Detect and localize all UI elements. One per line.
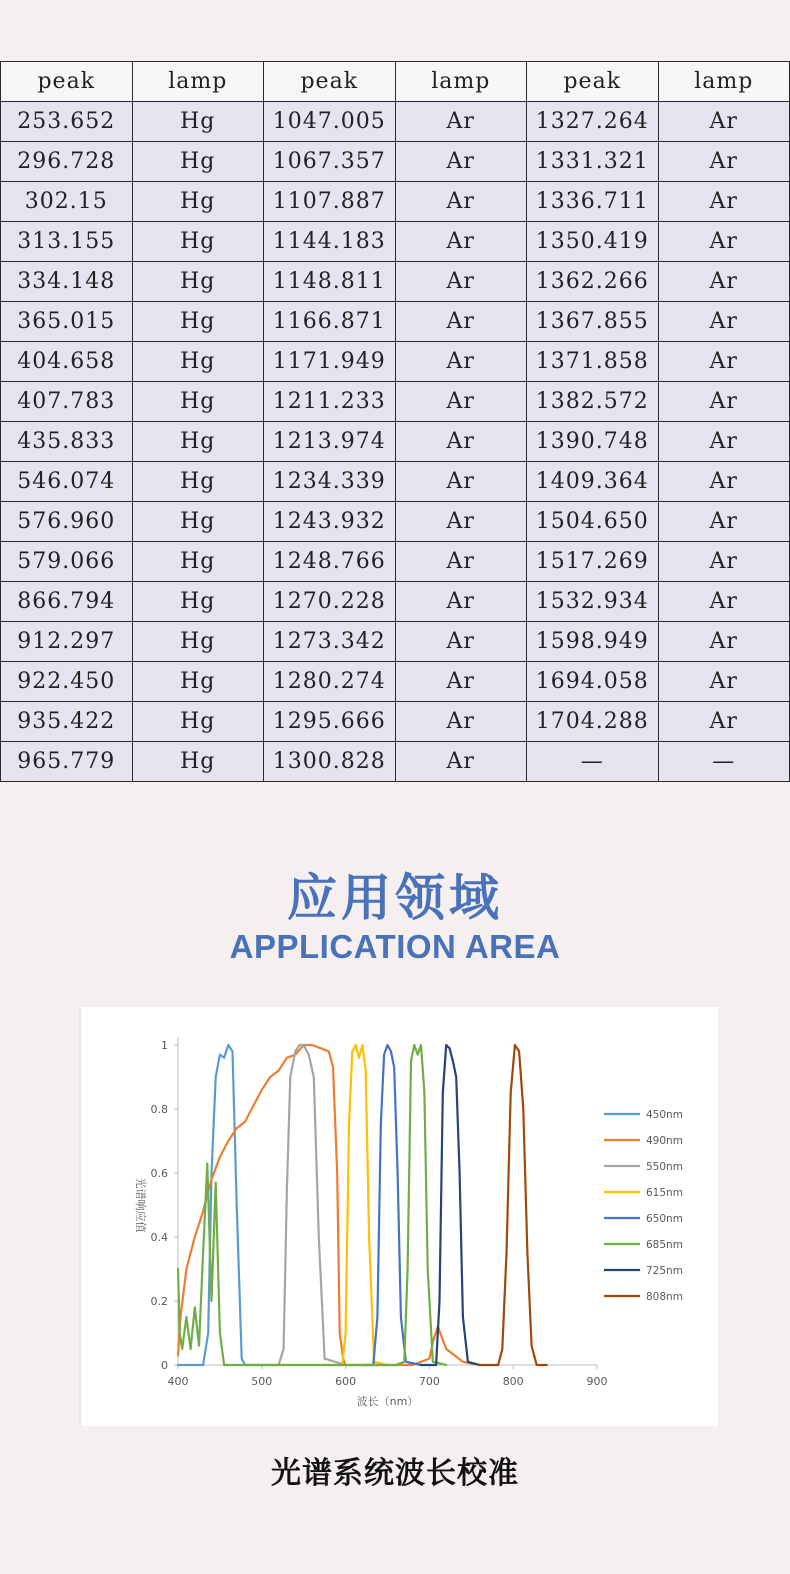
table-header-row <box>1 62 790 102</box>
peak-cell: 546.074 <box>1 462 133 502</box>
peak-cell: 1504.650 <box>527 502 659 542</box>
x-tick-label: 800 <box>502 1375 524 1388</box>
peak-cell: 866.794 <box>1 582 133 622</box>
column-header: lamp <box>132 62 264 102</box>
peak-cell: 935.422 <box>1 702 133 742</box>
column-header: peak <box>527 62 659 102</box>
lamp-cell: Hg <box>132 262 264 302</box>
peak-cell: 1371.858 <box>527 342 659 382</box>
peak-cell: 1390.748 <box>527 422 659 462</box>
lamp-cell: Ar <box>395 582 527 622</box>
peak-cell: 922.450 <box>1 662 133 702</box>
lamp-cell: Hg <box>132 582 264 622</box>
peak-cell: 1148.811 <box>264 262 396 302</box>
legend-label: 725nm <box>646 1265 683 1277</box>
lamp-cell: Hg <box>132 222 264 262</box>
peak-cell: 404.658 <box>1 342 133 382</box>
peak-cell: 579.066 <box>1 542 133 582</box>
peak-cell: 302.15 <box>1 182 133 222</box>
peak-cell: 1243.932 <box>264 502 396 542</box>
table-row <box>1 622 790 662</box>
legend-label: 808nm <box>646 1291 683 1303</box>
lamp-cell: Hg <box>132 502 264 542</box>
x-tick-label: 600 <box>335 1375 357 1388</box>
peak-lamp-table <box>0 61 790 782</box>
x-axis-label: 波长（nm） <box>356 1395 419 1408</box>
table-row <box>1 302 790 342</box>
lamp-cell: Ar <box>658 582 790 622</box>
peak-cell: 1211.233 <box>264 382 396 422</box>
lamp-cell: Ar <box>395 422 527 462</box>
lamp-cell: Hg <box>132 302 264 342</box>
series-line-808nm <box>480 1045 547 1365</box>
lamp-cell: Ar <box>658 142 790 182</box>
lamp-cell: Ar <box>658 662 790 702</box>
peak-cell: 1248.766 <box>264 542 396 582</box>
column-header: peak <box>1 62 133 102</box>
peak-cell: 1336.711 <box>527 182 659 222</box>
lamp-cell: Hg <box>132 622 264 662</box>
legend-label: 450nm <box>646 1109 683 1121</box>
peak-lamp-table-wrapper <box>0 61 790 782</box>
x-tick-label: 400 <box>167 1375 189 1388</box>
lamp-cell: Ar <box>658 102 790 142</box>
column-header: lamp <box>395 62 527 102</box>
y-tick-label: 0.8 <box>150 1103 168 1116</box>
x-tick-label: 700 <box>418 1375 440 1388</box>
lamp-cell: Ar <box>658 262 790 302</box>
lamp-cell: Ar <box>395 542 527 582</box>
table-row <box>1 702 790 742</box>
peak-cell: 296.728 <box>1 142 133 182</box>
section-subtitle: APPLICATION AREA <box>229 928 561 965</box>
lamp-cell: Ar <box>658 302 790 342</box>
peak-cell: 1144.183 <box>264 222 396 262</box>
table-row <box>1 262 790 302</box>
column-header: peak <box>264 62 396 102</box>
peak-cell: 1350.419 <box>527 222 659 262</box>
lamp-cell: Ar <box>395 182 527 222</box>
peak-cell: 313.155 <box>1 222 133 262</box>
lamp-cell: Hg <box>132 742 264 782</box>
peak-cell: 253.652 <box>1 102 133 142</box>
chart-svg <box>81 1007 718 1426</box>
lamp-cell: Ar <box>658 342 790 382</box>
lamp-cell: Hg <box>132 462 264 502</box>
peak-cell: 1166.871 <box>264 302 396 342</box>
x-tick-label: 900 <box>586 1375 608 1388</box>
lamp-cell: Ar <box>395 222 527 262</box>
lamp-cell: Hg <box>132 102 264 142</box>
legend-label: 490nm <box>646 1135 683 1147</box>
lamp-cell: Ar <box>395 742 527 782</box>
peak-cell: 1067.357 <box>264 142 396 182</box>
peak-cell: 1273.342 <box>264 622 396 662</box>
lamp-cell: Hg <box>132 702 264 742</box>
peak-cell: 1270.228 <box>264 582 396 622</box>
lamp-cell: Ar <box>395 382 527 422</box>
peak-cell: 965.779 <box>1 742 133 782</box>
table-row <box>1 502 790 542</box>
peak-cell: 912.297 <box>1 622 133 662</box>
legend-label: 685nm <box>646 1239 683 1251</box>
legend-label: 650nm <box>646 1213 683 1225</box>
series-line-650nm <box>362 1045 421 1365</box>
lamp-cell: Ar <box>395 662 527 702</box>
column-header: lamp <box>658 62 790 102</box>
peak-cell: 1694.058 <box>527 662 659 702</box>
peak-cell: 435.833 <box>1 422 133 462</box>
lamp-cell: Ar <box>658 502 790 542</box>
series-line-490nm <box>178 1045 480 1365</box>
peak-cell: 1213.974 <box>264 422 396 462</box>
y-axis-label: 光谱响应值 <box>134 1177 147 1233</box>
lamp-cell: Hg <box>132 142 264 182</box>
lamp-cell: Ar <box>658 702 790 742</box>
peak-cell: 1367.855 <box>527 302 659 342</box>
legend-label: 550nm <box>646 1161 683 1173</box>
lamp-cell: Ar <box>395 302 527 342</box>
peak-cell: 576.960 <box>1 502 133 542</box>
peak-cell: 1327.264 <box>527 102 659 142</box>
lamp-cell: Hg <box>132 422 264 462</box>
lamp-cell: Hg <box>132 182 264 222</box>
table-row <box>1 182 790 222</box>
peak-cell: 1331.321 <box>527 142 659 182</box>
lamp-cell: Ar <box>658 222 790 262</box>
peak-cell: 1171.949 <box>264 342 396 382</box>
peak-cell: 1382.572 <box>527 382 659 422</box>
lamp-cell: Ar <box>658 542 790 582</box>
peak-cell: 1704.288 <box>527 702 659 742</box>
table-row <box>1 742 790 782</box>
spectral-response-chart <box>79 1007 718 1426</box>
peak-cell: 407.783 <box>1 382 133 422</box>
peak-cell: 1295.666 <box>264 702 396 742</box>
lamp-cell: Ar <box>658 422 790 462</box>
table-row <box>1 582 790 622</box>
lamp-cell: Ar <box>395 102 527 142</box>
lamp-cell: Hg <box>132 342 264 382</box>
lamp-cell: Ar <box>658 382 790 422</box>
lamp-cell: Hg <box>132 542 264 582</box>
lamp-cell: Ar <box>658 462 790 502</box>
table-row <box>1 542 790 582</box>
peak-cell: 1409.364 <box>527 462 659 502</box>
lamp-cell: Hg <box>132 382 264 422</box>
peak-cell: 1047.005 <box>264 102 396 142</box>
y-tick-label: 0.2 <box>150 1295 168 1308</box>
peak-cell: 1300.828 <box>264 742 396 782</box>
lamp-cell: Ar <box>395 342 527 382</box>
series-line-685nm <box>178 1045 446 1365</box>
table-row <box>1 462 790 502</box>
peak-cell: 1234.339 <box>264 462 396 502</box>
x-tick-label: 500 <box>251 1375 273 1388</box>
peak-cell: 1517.269 <box>527 542 659 582</box>
y-tick-label: 0 <box>161 1359 168 1372</box>
table-row <box>1 422 790 462</box>
peak-cell: 1362.266 <box>527 262 659 302</box>
peak-cell: 1598.949 <box>527 622 659 662</box>
table-row <box>1 222 790 262</box>
lamp-cell: — <box>658 742 790 782</box>
table-row <box>1 142 790 182</box>
peak-cell: 1107.887 <box>264 182 396 222</box>
peak-cell: 1532.934 <box>527 582 659 622</box>
lamp-cell: Ar <box>658 182 790 222</box>
chart-caption: 光谱系统波长校准 <box>271 1456 519 1491</box>
peak-cell: 365.015 <box>1 302 133 342</box>
lamp-cell: Ar <box>658 622 790 662</box>
y-tick-label: 0.4 <box>150 1231 168 1244</box>
lamp-cell: Ar <box>395 622 527 662</box>
lamp-cell: Hg <box>132 662 264 702</box>
y-tick-label: 1 <box>161 1039 168 1052</box>
peak-cell: — <box>527 742 659 782</box>
legend-label: 615nm <box>646 1187 683 1199</box>
lamp-cell: Ar <box>395 462 527 502</box>
table-row <box>1 382 790 422</box>
peak-cell: 334.148 <box>1 262 133 302</box>
section-title: 应用领域 <box>287 869 503 927</box>
table-row <box>1 102 790 142</box>
lamp-cell: Ar <box>395 262 527 302</box>
lamp-cell: Ar <box>395 502 527 542</box>
table-row <box>1 662 790 702</box>
y-tick-label: 0.6 <box>150 1167 168 1180</box>
table-body <box>1 102 790 782</box>
peak-cell: 1280.274 <box>264 662 396 702</box>
lamp-cell: Ar <box>395 142 527 182</box>
table-row <box>1 342 790 382</box>
lamp-cell: Ar <box>395 702 527 742</box>
